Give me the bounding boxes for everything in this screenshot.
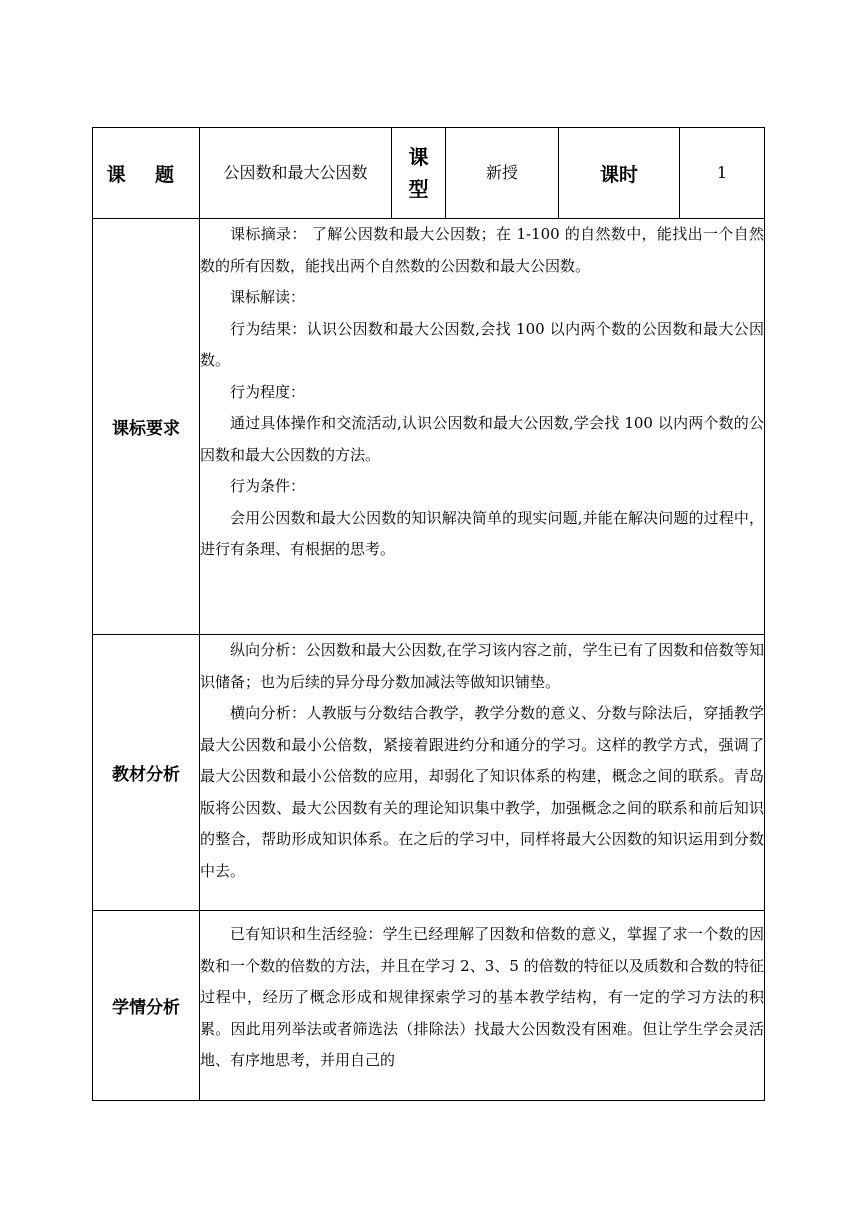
curriculum-paragraph: 通过具体操作和交流活动,认识公因数和最大公因数,学会找 100 以内两个数的公因数和最大公因数的方法。	[200, 414, 764, 464]
curriculum-label-cell	[93, 219, 200, 635]
curriculum-label: 课标要求	[112, 419, 180, 439]
students-content	[200, 911, 765, 1101]
topic-value: 公因数和最大公因数	[223, 163, 368, 182]
students-label-cell	[93, 911, 200, 1101]
period-label-cell	[559, 128, 680, 219]
period-label: 课时	[599, 163, 638, 186]
type-value: 新授	[485, 163, 518, 182]
lesson-plan-table	[92, 127, 765, 1101]
students-row	[93, 911, 765, 1101]
students-paragraph: 已有知识和生活经验：学生已经理解了因数和倍数的意义，掌握了求一个数的因数和一个数的倍数的方法，并且在学习 2、3、5 的倍数的特征以及质数和合数的特征过程中，经历了概念形成和规律探索学习的基本教学结构，有一定的学习方法的积累。因此用列举法或者筛选法（排除法）找最大公因数没有困难。但让学生学会灵活地、有序地思考，并用自己的	[200, 925, 764, 1069]
lesson-plan-sheet	[92, 127, 764, 1101]
topic-value-cell	[200, 128, 392, 219]
textbook-row	[93, 635, 765, 911]
type-label-cell	[392, 128, 446, 219]
header-row	[93, 128, 765, 219]
type-value-cell	[446, 128, 559, 219]
textbook-label-cell	[93, 635, 200, 911]
textbook-paragraph: 横向分析：人教版与分数结合教学，教学分数的意义、分数与除法后，穿插教学最大公因数和最小公倍数，紧接着跟进约分和通分的学习。这样的教学方式，强调了最大公因数和最小公倍数的应用，却弱化了知识体系的构建，概念之间的联系。青岛版将公因数、最大公因数有关的理论知识集中教学，加强概念之间的联系和前后知识的整合，帮助形成知识体系。在之后的学习中，同样将最大公因数的知识运用到分数中去。	[200, 704, 764, 880]
curriculum-paragraph: 课标摘录： 了解公因数和最大公因数；在 1-100 的自然数中，能找出一个自然数的所有因数，能找出两个自然数的公因数和最大公因数。	[200, 225, 764, 275]
period-value-cell	[680, 128, 765, 219]
students-label: 学情分析	[112, 998, 180, 1018]
textbook-paragraph: 纵向分析：公因数和最大公因数,在学习该内容之前，学生已有了因数和倍数等知识储备；也为后续的异分母分数加减法等做知识铺垫。	[200, 641, 764, 691]
curriculum-content	[200, 219, 765, 635]
textbook-content	[200, 635, 765, 911]
period-value: 1	[716, 163, 728, 182]
textbook-label: 教材分析	[112, 765, 180, 785]
topic-label: 课 题	[106, 163, 186, 186]
curriculum-paragraph: 行为程度：	[230, 382, 306, 401]
curriculum-row	[93, 219, 765, 635]
curriculum-paragraph: 课标解读：	[230, 288, 306, 306]
curriculum-paragraph: 会用公因数和最大公因数的知识解决简单的现实问题,并能在解决问题的过程中，进行有条理、有根据的思考。	[200, 508, 764, 558]
type-label: 课型	[408, 145, 429, 201]
curriculum-paragraph: 行为条件：	[230, 477, 306, 495]
topic-label-cell	[93, 128, 200, 219]
curriculum-paragraph: 行为结果：认识公因数和最大公因数,会找 100 以内两个数的公因数和最大公因数。	[200, 319, 764, 369]
